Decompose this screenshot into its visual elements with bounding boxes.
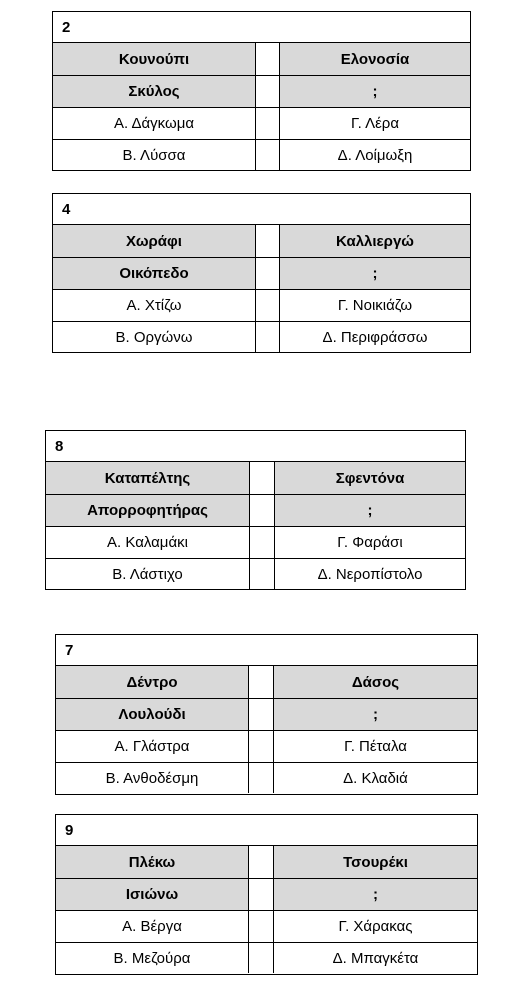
gap-cell — [249, 731, 274, 762]
gap-cell — [250, 462, 275, 494]
table-row — [56, 666, 477, 698]
gap-cell — [256, 225, 280, 257]
left-cell: Χωράφι — [53, 225, 256, 257]
right-cell: Σφεντόνα — [275, 462, 465, 494]
right-cell: ; — [274, 879, 477, 910]
gap-cell — [256, 290, 280, 321]
gap-cell — [256, 322, 280, 352]
left-cell: Σκύλος — [53, 76, 256, 107]
gap-cell — [256, 108, 280, 139]
puzzle-card-4 — [52, 193, 471, 353]
option-b: Β. Λάστιχο — [46, 559, 250, 589]
option-c: Γ. Νοικιάζω — [337, 297, 413, 314]
table-row — [53, 257, 470, 289]
gap-cell — [249, 699, 274, 730]
left-cell: Καταπέλτης — [46, 462, 250, 494]
left-cell: Δέντρο — [56, 666, 249, 698]
gap-cell — [249, 911, 274, 942]
table-row — [53, 225, 470, 257]
gap-cell — [249, 763, 274, 793]
table-row — [56, 846, 477, 878]
option-c: Γ. Πέταλα — [344, 738, 407, 755]
option-a: Α. Βέργα — [56, 911, 249, 942]
option-d: Δ. Κλαδιά — [343, 769, 408, 787]
puzzle-card-2 — [52, 11, 471, 171]
table-row — [46, 494, 465, 526]
option-c: Γ. Χάρακας — [338, 918, 413, 935]
table-row — [56, 910, 477, 942]
table-row — [53, 75, 470, 107]
gap-cell — [249, 666, 274, 698]
gap-cell — [256, 76, 280, 107]
card-number: 9 — [56, 815, 477, 846]
left-cell: Απορροφητήρας — [46, 495, 250, 526]
gap-cell — [250, 527, 275, 558]
puzzle-card-7 — [55, 634, 478, 795]
gap-cell — [256, 140, 280, 170]
option-a: Α. Καλαμάκι — [46, 527, 250, 558]
table-row — [56, 730, 477, 762]
left-cell: Ισιώνω — [56, 879, 249, 910]
card-number: 7 — [56, 635, 477, 666]
left-cell: Λουλούδι — [56, 699, 249, 730]
table-row — [56, 698, 477, 730]
table-row — [46, 526, 465, 558]
option-a: Α. Γλάστρα — [56, 731, 249, 762]
left-cell: Οικόπεδο — [53, 258, 256, 289]
gap-cell — [249, 943, 274, 973]
table-row — [56, 878, 477, 910]
option-c: Γ. Φαράσι — [337, 534, 403, 551]
right-cell: Καλλιεργώ — [280, 225, 470, 257]
table-row — [56, 762, 477, 793]
gap-cell — [250, 559, 275, 589]
gap-cell — [256, 258, 280, 289]
gap-cell — [250, 495, 275, 526]
option-a: Α. Δάγκωμα — [53, 108, 256, 139]
option-d: Δ. Περιφράσσω — [322, 328, 428, 346]
right-cell: ; — [274, 699, 477, 730]
card-number: 4 — [53, 194, 470, 225]
table-row — [46, 462, 465, 494]
gap-cell — [249, 846, 274, 878]
card-number: 2 — [53, 12, 470, 43]
table-row — [56, 942, 477, 973]
table-row — [53, 139, 470, 170]
right-cell: Δάσος — [274, 666, 477, 698]
right-cell: ; — [280, 76, 470, 107]
gap-cell — [256, 43, 280, 75]
right-cell: Ελονοσία — [280, 43, 470, 75]
card-number: 8 — [46, 431, 465, 462]
option-b: Β. Οργώνω — [53, 322, 256, 352]
right-cell: ; — [275, 495, 465, 526]
option-b: Β. Λύσσα — [53, 140, 256, 170]
table-row — [46, 558, 465, 589]
table-row — [53, 107, 470, 139]
option-b: Β. Ανθοδέσμη — [56, 763, 249, 793]
puzzle-card-8 — [45, 430, 466, 590]
table-row — [53, 289, 470, 321]
puzzle-card-9 — [55, 814, 478, 975]
option-d: Δ. Λοίμωξη — [337, 146, 413, 164]
table-row — [53, 321, 470, 352]
left-cell: Πλέκω — [56, 846, 249, 878]
option-b: Β. Μεζούρα — [56, 943, 249, 973]
option-a: Α. Χτίζω — [53, 290, 256, 321]
table-row — [53, 43, 470, 75]
option-d: Δ. Νεροπίστολο — [317, 565, 423, 583]
left-cell: Κουνούπι — [53, 43, 256, 75]
option-d: Δ. Μπαγκέτα — [332, 949, 419, 967]
right-cell: Τσουρέκι — [274, 846, 477, 878]
gap-cell — [249, 879, 274, 910]
option-c: Γ. Λέρα — [350, 115, 400, 132]
right-cell: ; — [280, 258, 470, 289]
